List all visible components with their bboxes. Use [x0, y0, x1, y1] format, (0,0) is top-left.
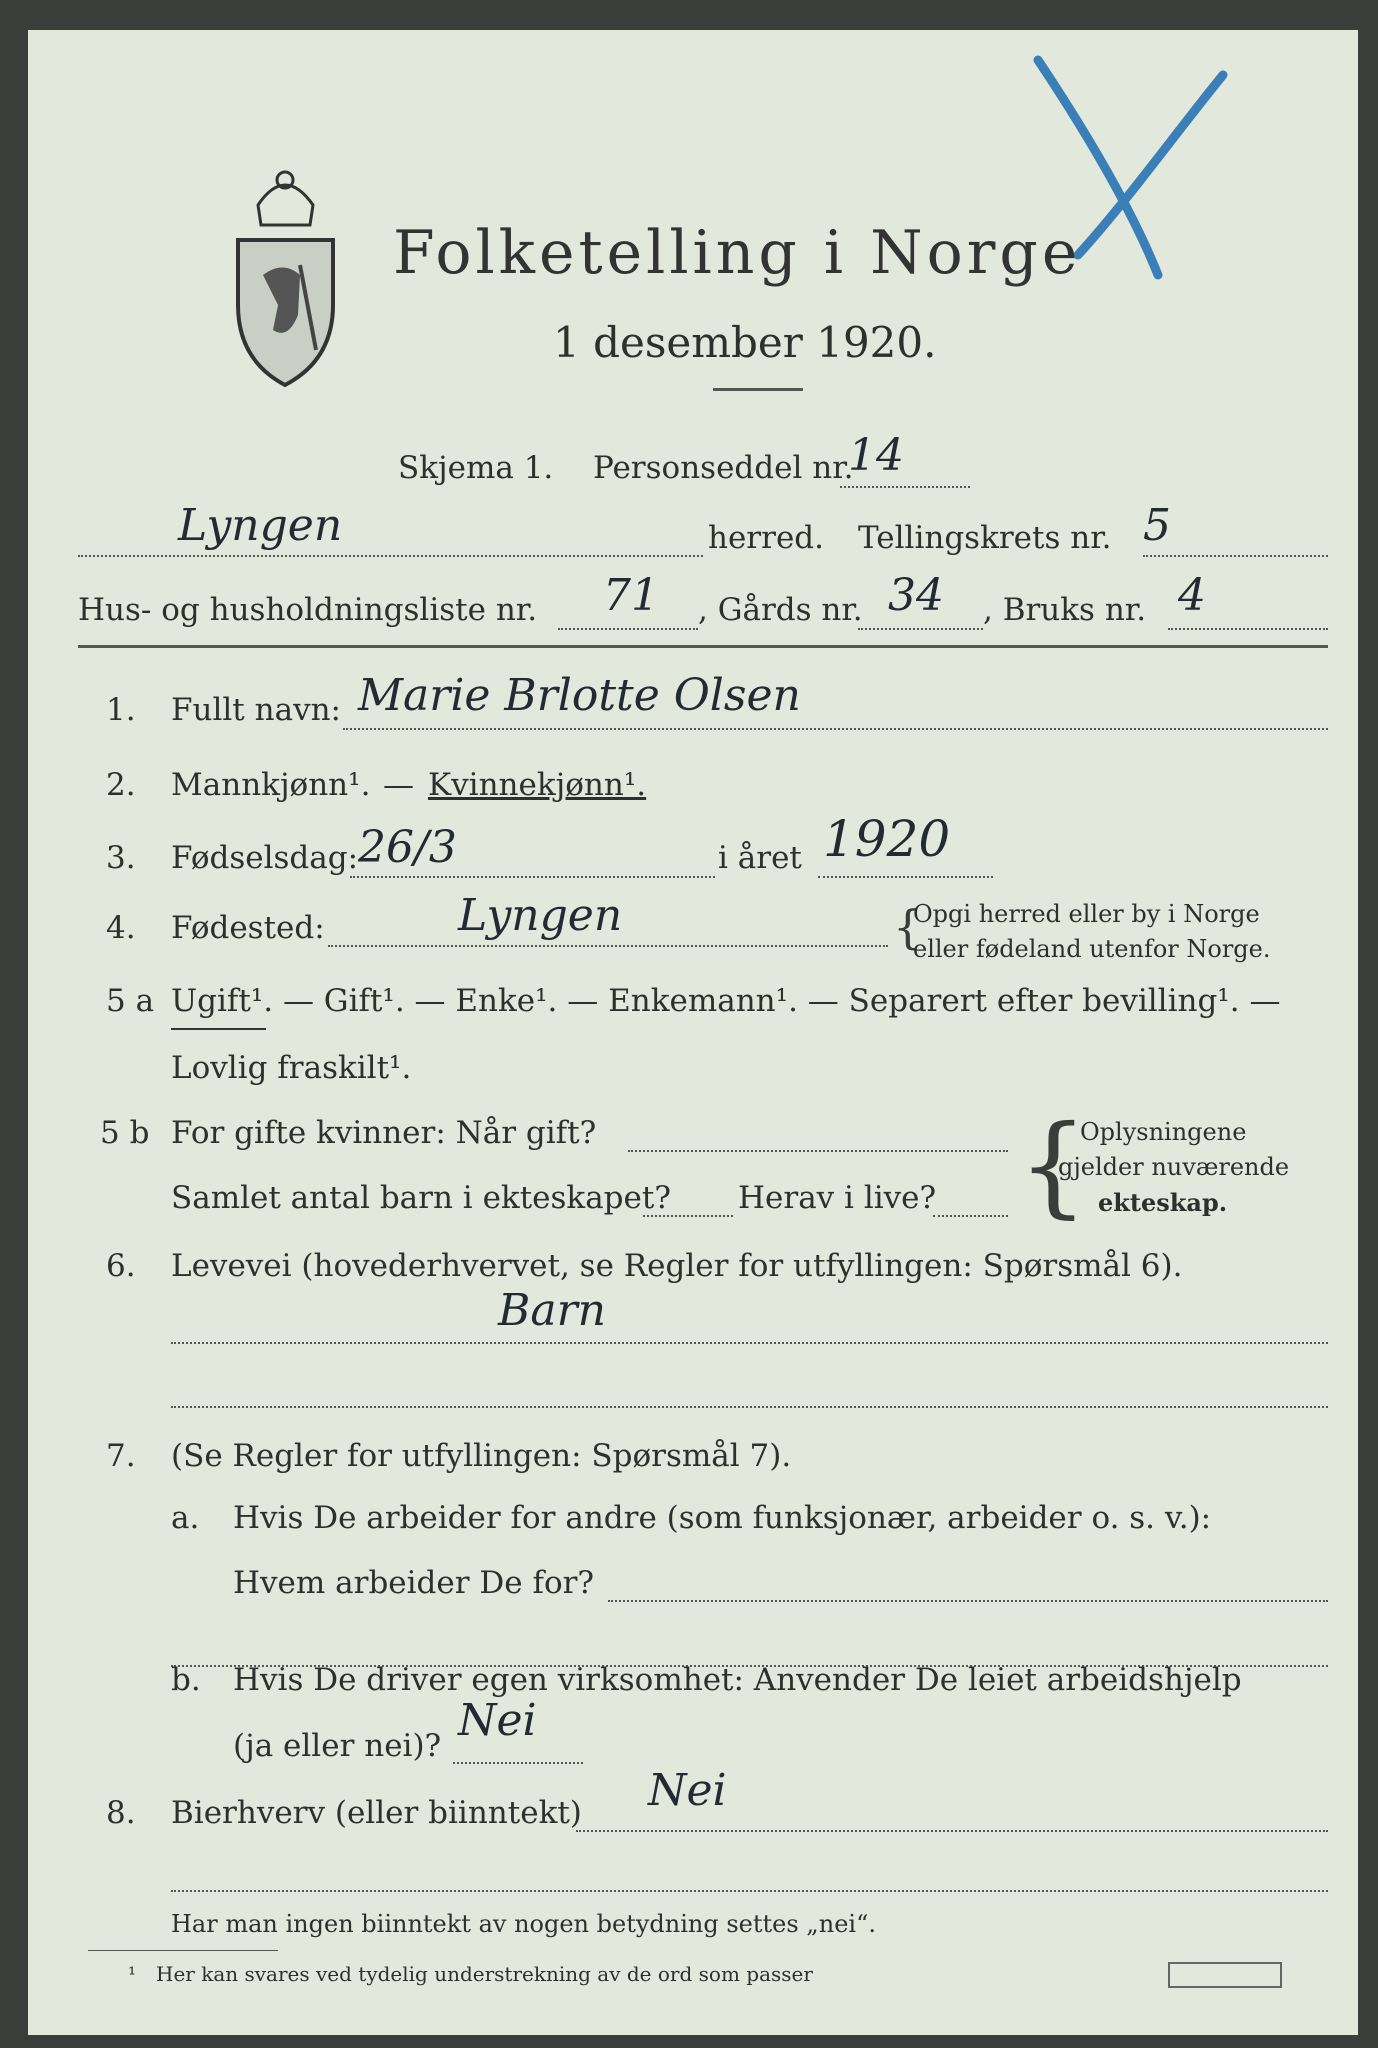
q7a-line-2: Hvem arbeider De for?: [233, 1565, 595, 1601]
schema-label: Skjema 1.: [398, 450, 554, 486]
q6-label: Levevei (hovederhvervet, se Regler for utfyllingen: Spørsmål 6).: [171, 1248, 1183, 1284]
q5b-barn-line: [643, 1215, 733, 1217]
q1-number: 1.: [106, 692, 136, 728]
bruks-label: , Bruks nr.: [983, 592, 1147, 628]
footnote-rule: [88, 1950, 278, 1951]
occupation-value: Barn: [498, 1285, 606, 1336]
q5b-note-1: Oplysningene: [1080, 1118, 1247, 1146]
herred-value: Lyngen: [178, 500, 343, 551]
birth-year-value: 1920: [823, 810, 951, 868]
personseddel-value: 14: [848, 430, 904, 481]
bottom-note: Har man ingen biinntekt av nogen betydning settes „nei“.: [171, 1910, 876, 1938]
q5b-brace: {: [1018, 1101, 1088, 1229]
ugift-underline: [171, 1028, 266, 1030]
q3-day-line: [350, 876, 715, 878]
q4-line: [328, 945, 888, 947]
q2-number: 2.: [106, 767, 136, 803]
header-rule: [78, 645, 1328, 648]
title-rule: [713, 388, 803, 391]
marital-options-2: Lovlig fraskilt¹.: [171, 1050, 412, 1086]
q5b-note-2: gjelder nuværende: [1058, 1153, 1290, 1181]
q5b-note-3: ekteskap.: [1098, 1188, 1228, 1217]
q2-separator: —: [383, 767, 414, 803]
q4-number: 4.: [106, 910, 136, 946]
hus-line: [558, 628, 698, 630]
q3-label: Fødselsdag:: [171, 840, 359, 876]
q7-number: 7.: [106, 1438, 136, 1474]
q5b-label-1: For gifte kvinner: Når gift?: [171, 1115, 597, 1151]
q5b-live-line: [933, 1215, 1008, 1217]
birth-day-value: 26/3: [358, 822, 457, 873]
census-form-page: [28, 30, 1358, 2035]
q7a-line-1: Hvis De arbeider for andre (som funksjonær, arbeider o. s. v.):: [233, 1500, 1212, 1536]
hus-label: Hus- og husholdningsliste nr.: [78, 592, 538, 628]
q8-line: [576, 1830, 1328, 1832]
q7b-line-1: Hvis De driver egen virksomhet: Anvender De leiet arbeidshjelp: [233, 1662, 1242, 1698]
q4-note-2: eller fødeland utenfor Norge.: [913, 935, 1271, 963]
bruks-value: 4: [1178, 570, 1206, 621]
tellingskrets-value: 5: [1143, 500, 1171, 551]
hired-help-value: Nei: [458, 1695, 537, 1746]
year-label: i året: [718, 840, 802, 876]
bruks-line: [1168, 628, 1328, 630]
tellingskrets-label: Tellingskrets nr.: [858, 520, 1112, 556]
q6-number: 6.: [106, 1248, 136, 1284]
gards-label: , Gårds nr.: [698, 592, 863, 628]
q7a-answer-line: [608, 1600, 1328, 1602]
q8-extra-line: [171, 1890, 1328, 1892]
footnote-text: Her kan svares ved tydelig understrekning av de ord som passer: [156, 1962, 813, 1986]
q6-line-1: [171, 1342, 1328, 1344]
female-option-underlined: Kvinnekjønn¹.: [428, 767, 647, 803]
marital-options: Ugift¹. — Gift¹. — Enke¹. — Enkemann¹. — Separert efter bevilling¹. —: [171, 983, 1281, 1019]
personseddel-line: [840, 486, 970, 488]
full-name-value: Marie Brlotte Olsen: [358, 670, 801, 721]
q7b-number: b.: [171, 1662, 201, 1698]
tellingskrets-line: [1143, 555, 1328, 557]
q4-brace: {: [893, 900, 923, 954]
q8-number: 8.: [106, 1795, 136, 1831]
census-date: 1 desember 1920.: [553, 318, 937, 367]
q7a-number: a.: [171, 1500, 200, 1536]
q5b-label-2: Samlet antal barn i ekteskapet?: [171, 1180, 671, 1216]
gards-value: 34: [888, 570, 944, 621]
birthplace-value: Lyngen: [458, 890, 623, 941]
printer-stamp: [1168, 1962, 1282, 1988]
q1-label: Fullt navn:: [171, 692, 341, 728]
q1-line: [343, 728, 1328, 730]
hus-value: 71: [603, 570, 659, 621]
male-option: Mannkjønn¹.: [171, 767, 371, 803]
gards-line: [858, 628, 983, 630]
q5b-number: 5 b: [100, 1115, 150, 1151]
herred-label: herred.: [708, 520, 824, 556]
side-income-value: Nei: [648, 1765, 727, 1816]
personseddel-label: Personseddel nr.: [593, 450, 854, 486]
q4-label: Fødested:: [171, 910, 325, 946]
footnote-mark: ¹: [128, 1962, 137, 1986]
q5b-label-3: Herav i live?: [738, 1180, 937, 1216]
q5b-gift-line: [628, 1150, 1008, 1152]
form-title: Folketelling i Norge: [393, 218, 1082, 288]
q3-year-line: [818, 876, 993, 878]
q6-line-2: [171, 1406, 1328, 1408]
q7-label: (Se Regler for utfyllingen: Spørsmål 7).: [171, 1438, 792, 1474]
q7b-line-2: (ja eller nei)?: [233, 1728, 442, 1764]
q3-number: 3.: [106, 840, 136, 876]
q5a-number: 5 a: [106, 983, 155, 1019]
coat-of-arms-icon: [228, 165, 343, 390]
q7b-answer-line: [453, 1762, 583, 1764]
q8-label: Bierhverv (eller biinntekt): [171, 1795, 582, 1831]
herred-line: [78, 555, 703, 557]
q4-note-1: Opgi herred eller by i Norge: [913, 900, 1260, 928]
